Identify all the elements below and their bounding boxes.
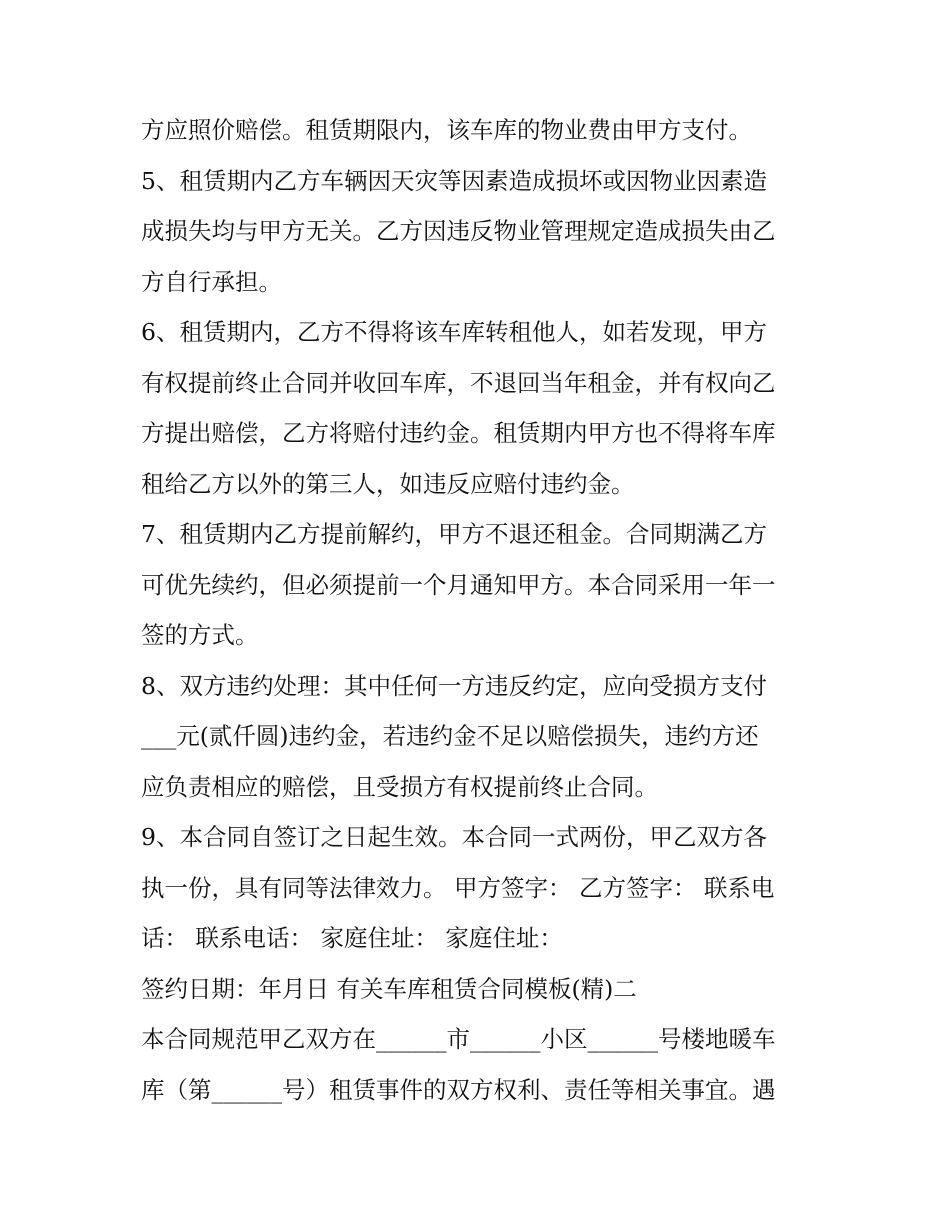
text-line: 库（第______号）租赁事件的双方权利、责任等相关事宜。遇 [141, 1075, 776, 1104]
text-line: 方提出赔偿，乙方将赔付违约金。租赁期内甲方也不得将车库 [141, 419, 776, 447]
contract-body [141, 105, 821, 1115]
text-line: 9、本合同自签订之日起生效。本合同一式两份，甲乙双方各 [141, 823, 767, 851]
text-line: 签的方式。 [141, 621, 259, 649]
text-line: 话： 联系电话： 家庭住址： 家庭住址： [141, 924, 563, 952]
text-line: 成损失均与甲方无关。乙方因违反物业管理规定造成损失由乙 [141, 217, 776, 245]
text-line: 本合同规范甲乙双方在______市______小区______号楼地暖车 [141, 1025, 776, 1053]
text-line: 8、双方违约处理：其中任何一方违反约定，应向受损方支付 [141, 671, 767, 700]
text-line: 可优先续约，但必须提前一个月通知甲方。本合同采用一年一 [141, 570, 776, 599]
text-line: 有权提前终止合同并收回车库，不退回当年租金，并有权向乙 [141, 368, 776, 397]
text-line: 签约日期：年月日 有关车库租赁合同模板(精)二 [141, 974, 637, 1003]
text-line: 5、租赁期内乙方车辆因天灾等因素造成损坏或因物业因素造 [141, 166, 767, 195]
text-line: 执一份，具有同等法律效力。 甲方签字： 乙方签字： 联系电 [141, 873, 775, 902]
text-line: 应负责相应的赔偿，且受损方有权提前终止合同。 [141, 772, 658, 801]
text-line: 方自行承担。 [141, 267, 282, 296]
text-line: 方应照价赔偿。租赁期限内，该车库的物业费由甲方支付。 [141, 116, 752, 144]
text-line: 7、租赁期内乙方提前解约，甲方不退还租金。合同期满乙方 [141, 520, 767, 548]
text-line: ___元(贰仟圆)违约金，若违约金不足以赔偿损失，违约方还 [141, 722, 759, 750]
text-line: 租给乙方以外的第三人，如违反应赔付违约金。 [141, 469, 635, 498]
text-line: 6、租赁期内，乙方不得将该车库转租他人，如若发现，甲方 [141, 318, 767, 346]
